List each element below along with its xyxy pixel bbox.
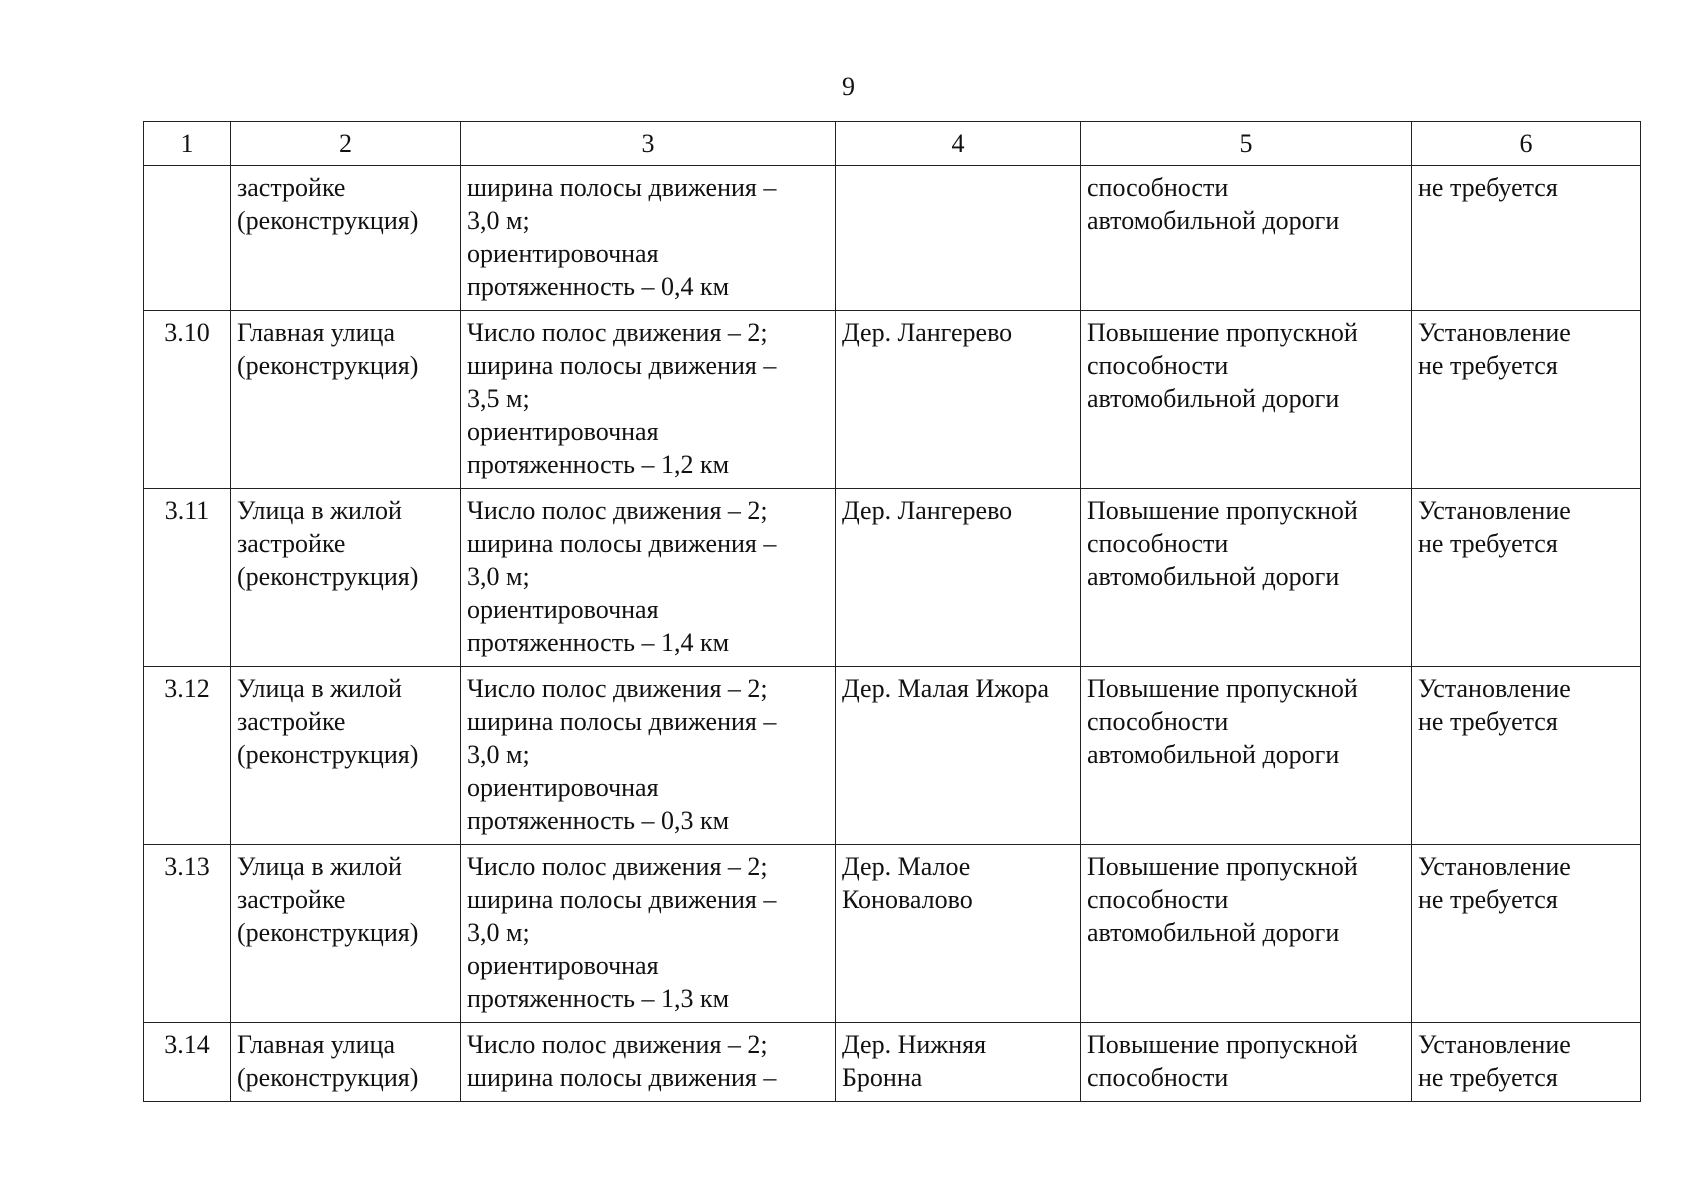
row-number: 3.14 — [144, 1023, 231, 1102]
object-parameters: Число полос движения – 2; ширина полосы движения – 3,5 м; ориентировочная протяженность – 1,2 км — [461, 311, 836, 489]
row-number: 3.13 — [144, 845, 231, 1023]
object-purpose: Повышение пропускной способности автомобильной дороги — [1081, 845, 1412, 1023]
object-name: Главная улица (реконструкция) — [231, 311, 461, 489]
planned-roads-table — [143, 121, 1641, 1102]
object-location: Дер. Нижняя Бронна — [836, 1023, 1081, 1102]
column-header: 1 — [144, 122, 231, 166]
row-number — [144, 166, 231, 311]
object-parameters: Число полос движения – 2; ширина полосы движения – 3,0 м; ориентировочная протяженность – 1,4 км — [461, 489, 836, 667]
table-row — [144, 667, 1641, 845]
column-header: 3 — [461, 122, 836, 166]
object-location: Дер. Лангерево — [836, 311, 1081, 489]
table-header-row — [144, 122, 1641, 166]
column-header: 6 — [1412, 122, 1641, 166]
object-purpose: Повышение пропускной способности — [1081, 1023, 1412, 1102]
object-purpose: Повышение пропускной способности автомобильной дороги — [1081, 489, 1412, 667]
row-number: 3.10 — [144, 311, 231, 489]
object-purpose: способности автомобильной дороги — [1081, 166, 1412, 311]
column-header: 2 — [231, 122, 461, 166]
table-row — [144, 311, 1641, 489]
table-row — [144, 845, 1641, 1023]
object-zone: Установление не требуется — [1412, 667, 1641, 845]
object-zone: Установление не требуется — [1412, 1023, 1641, 1102]
row-number: 3.12 — [144, 667, 231, 845]
object-name: застройке (реконструкция) — [231, 166, 461, 311]
object-parameters: Число полос движения – 2; ширина полосы движения – 3,0 м; ориентировочная протяженность – 1,3 км — [461, 845, 836, 1023]
object-name: Улица в жилой застройке (реконструкция) — [231, 489, 461, 667]
table-row — [144, 166, 1641, 311]
column-header: 4 — [836, 122, 1081, 166]
object-location: Дер. Малое Коновалово — [836, 845, 1081, 1023]
object-name: Улица в жилой застройке (реконструкция) — [231, 667, 461, 845]
object-zone: не требуется — [1412, 166, 1641, 311]
object-location: Дер. Лангерево — [836, 489, 1081, 667]
object-location: Дер. Малая Ижора — [836, 667, 1081, 845]
table-row — [144, 1023, 1641, 1102]
object-zone: Установление не требуется — [1412, 489, 1641, 667]
object-zone: Установление не требуется — [1412, 845, 1641, 1023]
object-name: Главная улица (реконструкция) — [231, 1023, 461, 1102]
column-header: 5 — [1081, 122, 1412, 166]
object-name: Улица в жилой застройке (реконструкция) — [231, 845, 461, 1023]
object-parameters: ширина полосы движения – 3,0 м; ориентировочная протяженность – 0,4 км — [461, 166, 836, 311]
page-number: 9 — [842, 72, 855, 101]
object-parameters: Число полос движения – 2; ширина полосы движения – — [461, 1023, 836, 1102]
object-parameters: Число полос движения – 2; ширина полосы движения – 3,0 м; ориентировочная протяженность – 0,3 км — [461, 667, 836, 845]
object-location — [836, 166, 1081, 311]
table-row — [144, 489, 1641, 667]
object-purpose: Повышение пропускной способности автомобильной дороги — [1081, 311, 1412, 489]
row-number: 3.11 — [144, 489, 231, 667]
object-zone: Установление не требуется — [1412, 311, 1641, 489]
object-purpose: Повышение пропускной способности автомобильной дороги — [1081, 667, 1412, 845]
